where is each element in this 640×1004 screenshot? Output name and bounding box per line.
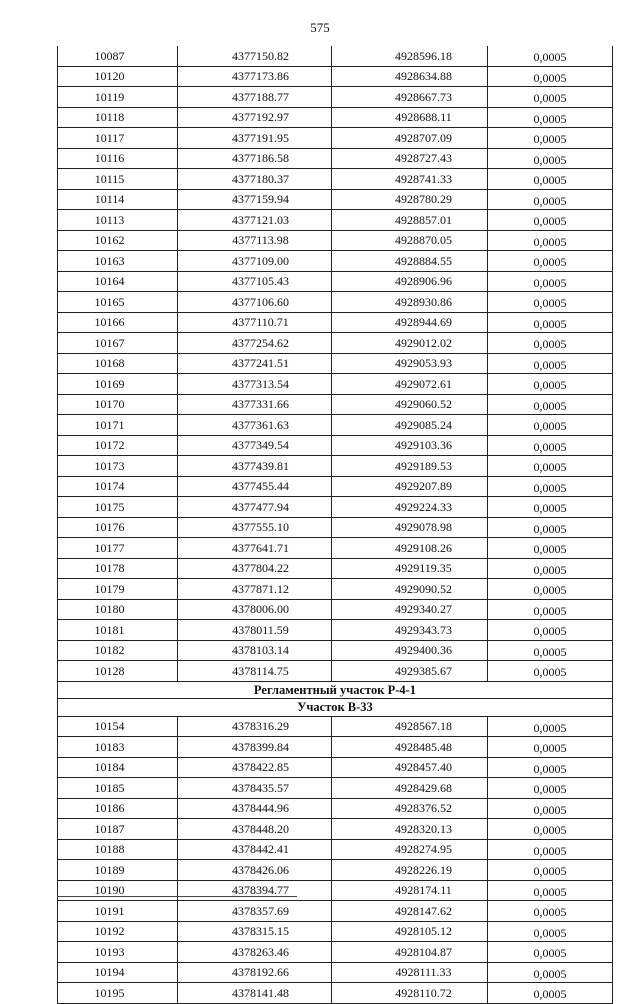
- table-row: [58, 353, 613, 374]
- y-coordinate-cell: 4928930.86: [332, 292, 488, 313]
- tolerance-cell: 0,0005: [488, 819, 613, 840]
- point-number-cell: 10115: [58, 169, 178, 190]
- x-coordinate-cell: 4377186.58: [178, 148, 332, 169]
- x-coordinate-cell: 4377313.54: [178, 374, 332, 395]
- tolerance-cell: 0,0005: [488, 497, 613, 518]
- subsection-heading-row: [58, 699, 613, 717]
- x-coordinate-cell: 4377150.82: [178, 46, 332, 66]
- x-coordinate-cell: 4378357.69: [178, 901, 332, 922]
- table-row: [58, 148, 613, 169]
- bottom-rule: [57, 896, 297, 897]
- tolerance-cell: 0,0005: [488, 517, 613, 538]
- x-coordinate-cell: 4377192.97: [178, 107, 332, 128]
- table-row: [58, 394, 613, 415]
- tolerance-cell: 0,0005: [488, 394, 613, 415]
- point-number-cell: 10172: [58, 435, 178, 456]
- table-row: [58, 497, 613, 518]
- point-number-cell: 10181: [58, 620, 178, 641]
- tolerance-cell: 0,0005: [488, 716, 613, 737]
- x-coordinate-cell: 4377804.22: [178, 558, 332, 579]
- y-coordinate-cell: 4929103.36: [332, 435, 488, 456]
- table-row: [58, 87, 613, 108]
- table-row: [58, 189, 613, 210]
- tolerance-cell: 0,0005: [488, 333, 613, 354]
- point-number-cell: 10193: [58, 942, 178, 963]
- x-coordinate-cell: 4378006.00: [178, 599, 332, 620]
- point-number-cell: 10118: [58, 107, 178, 128]
- y-coordinate-cell: 4928780.29: [332, 189, 488, 210]
- point-number-cell: 10175: [58, 497, 178, 518]
- tolerance-cell: 0,0005: [488, 962, 613, 983]
- coordinates-table-part2: [58, 716, 613, 1003]
- point-number-cell: 10194: [58, 962, 178, 983]
- y-coordinate-cell: 4929224.33: [332, 497, 488, 518]
- y-coordinate-cell: 4929189.53: [332, 456, 488, 477]
- point-number-cell: 10187: [58, 819, 178, 840]
- tolerance-cell: 0,0005: [488, 880, 613, 901]
- tolerance-cell: 0,0005: [488, 839, 613, 860]
- table-row: [58, 983, 613, 1004]
- point-number-cell: 10170: [58, 394, 178, 415]
- point-number-cell: 10195: [58, 983, 178, 1004]
- tolerance-cell: 0,0005: [488, 476, 613, 497]
- tolerance-cell: 0,0005: [488, 435, 613, 456]
- x-coordinate-cell: 4377555.10: [178, 517, 332, 538]
- y-coordinate-cell: 4928320.13: [332, 819, 488, 840]
- tolerance-cell: 0,0005: [488, 271, 613, 292]
- y-coordinate-cell: 4928884.55: [332, 251, 488, 272]
- table-row: [58, 476, 613, 497]
- point-number-cell: 10165: [58, 292, 178, 313]
- x-coordinate-cell: 4378103.14: [178, 640, 332, 661]
- x-coordinate-cell: 4377106.60: [178, 292, 332, 313]
- table-row: [58, 271, 613, 292]
- x-coordinate-cell: 4377331.66: [178, 394, 332, 415]
- x-coordinate-cell: 4377349.54: [178, 435, 332, 456]
- x-coordinate-cell: 4377254.62: [178, 333, 332, 354]
- x-coordinate-cell: 4377113.98: [178, 230, 332, 251]
- point-number-cell: 10192: [58, 921, 178, 942]
- x-coordinate-cell: 4378263.46: [178, 942, 332, 963]
- y-coordinate-cell: 4928667.73: [332, 87, 488, 108]
- tolerance-cell: 0,0005: [488, 251, 613, 272]
- table-row: [58, 210, 613, 231]
- x-coordinate-cell: 4378192.66: [178, 962, 332, 983]
- x-coordinate-cell: 4378394.77: [178, 880, 332, 901]
- point-number-cell: 10162: [58, 230, 178, 251]
- y-coordinate-cell: 4929343.73: [332, 620, 488, 641]
- tolerance-cell: 0,0005: [488, 107, 613, 128]
- table-row: [58, 517, 613, 538]
- x-coordinate-cell: 4377173.86: [178, 66, 332, 87]
- point-number-cell: 10178: [58, 558, 178, 579]
- table-row: [58, 538, 613, 559]
- tolerance-cell: 0,0005: [488, 128, 613, 149]
- coordinates-table: [57, 46, 613, 1004]
- table-row: [58, 456, 613, 477]
- table-row: [58, 839, 613, 860]
- table-row: [58, 737, 613, 758]
- x-coordinate-cell: 4378315.15: [178, 921, 332, 942]
- coordinates-table-part1: [58, 46, 613, 681]
- table-row: [58, 661, 613, 682]
- tolerance-cell: 0,0005: [488, 860, 613, 881]
- x-coordinate-cell: 4378011.59: [178, 620, 332, 641]
- point-number-cell: 10117: [58, 128, 178, 149]
- table-row: [58, 558, 613, 579]
- section-headings: [58, 681, 613, 716]
- y-coordinate-cell: 4928110.72: [332, 983, 488, 1004]
- point-number-cell: 10168: [58, 353, 178, 374]
- tolerance-cell: 0,0005: [488, 599, 613, 620]
- table-row: [58, 778, 613, 799]
- x-coordinate-cell: 4378426.06: [178, 860, 332, 881]
- tolerance-cell: 0,0005: [488, 737, 613, 758]
- y-coordinate-cell: 4928596.18: [332, 46, 488, 66]
- y-coordinate-cell: 4928274.95: [332, 839, 488, 860]
- tolerance-cell: 0,0005: [488, 640, 613, 661]
- y-coordinate-cell: 4929060.52: [332, 394, 488, 415]
- point-number-cell: 10190: [58, 880, 178, 901]
- tolerance-cell: 0,0005: [488, 538, 613, 559]
- tolerance-cell: 0,0005: [488, 312, 613, 333]
- y-coordinate-cell: 4929207.89: [332, 476, 488, 497]
- table-row: [58, 312, 613, 333]
- point-number-cell: 10163: [58, 251, 178, 272]
- x-coordinate-cell: 4378316.29: [178, 716, 332, 737]
- y-coordinate-cell: 4928147.62: [332, 901, 488, 922]
- point-number-cell: 10183: [58, 737, 178, 758]
- x-coordinate-cell: 4377105.43: [178, 271, 332, 292]
- tolerance-cell: 0,0005: [488, 620, 613, 641]
- y-coordinate-cell: 4929072.61: [332, 374, 488, 395]
- point-number-cell: 10154: [58, 716, 178, 737]
- point-number-cell: 10185: [58, 778, 178, 799]
- table-row: [58, 757, 613, 778]
- x-coordinate-cell: 4377159.94: [178, 189, 332, 210]
- y-coordinate-cell: 4929108.26: [332, 538, 488, 559]
- y-coordinate-cell: 4929012.02: [332, 333, 488, 354]
- table-row: [58, 798, 613, 819]
- table-row: [58, 640, 613, 661]
- x-coordinate-cell: 4378141.48: [178, 983, 332, 1004]
- x-coordinate-cell: 4377455.44: [178, 476, 332, 497]
- point-number-cell: 10114: [58, 189, 178, 210]
- x-coordinate-cell: 4378448.20: [178, 819, 332, 840]
- point-number-cell: 10116: [58, 148, 178, 169]
- y-coordinate-cell: 4928457.40: [332, 757, 488, 778]
- x-coordinate-cell: 4378442.41: [178, 839, 332, 860]
- table-row: [58, 128, 613, 149]
- table-row: [58, 620, 613, 641]
- tolerance-cell: 0,0005: [488, 757, 613, 778]
- tolerance-cell: 0,0005: [488, 230, 613, 251]
- point-number-cell: 10191: [58, 901, 178, 922]
- point-number-cell: 10171: [58, 415, 178, 436]
- tolerance-cell: 0,0005: [488, 901, 613, 922]
- tolerance-cell: 0,0005: [488, 456, 613, 477]
- y-coordinate-cell: 4929119.35: [332, 558, 488, 579]
- table-row: [58, 66, 613, 87]
- y-coordinate-cell: 4928906.96: [332, 271, 488, 292]
- x-coordinate-cell: 4378399.84: [178, 737, 332, 758]
- tolerance-cell: 0,0005: [488, 942, 613, 963]
- subsection-heading: Участок В-33: [58, 699, 613, 717]
- point-number-cell: 10087: [58, 46, 178, 66]
- point-number-cell: 10166: [58, 312, 178, 333]
- tolerance-cell: 0,0005: [488, 798, 613, 819]
- tolerance-cell: 0,0005: [488, 374, 613, 395]
- point-number-cell: 10164: [58, 271, 178, 292]
- tolerance-cell: 0,0005: [488, 921, 613, 942]
- x-coordinate-cell: 4377188.77: [178, 87, 332, 108]
- point-number-cell: 10184: [58, 757, 178, 778]
- y-coordinate-cell: 4928634.88: [332, 66, 488, 87]
- x-coordinate-cell: 4378114.75: [178, 661, 332, 682]
- table-row: [58, 230, 613, 251]
- table-row: [58, 819, 613, 840]
- x-coordinate-cell: 4377871.12: [178, 579, 332, 600]
- table-row: [58, 962, 613, 983]
- point-number-cell: 10176: [58, 517, 178, 538]
- tolerance-cell: 0,0005: [488, 169, 613, 190]
- point-number-cell: 10120: [58, 66, 178, 87]
- y-coordinate-cell: 4928105.12: [332, 921, 488, 942]
- y-coordinate-cell: 4928857.01: [332, 210, 488, 231]
- point-number-cell: 10174: [58, 476, 178, 497]
- tolerance-cell: 0,0005: [488, 148, 613, 169]
- tolerance-cell: 0,0005: [488, 579, 613, 600]
- x-coordinate-cell: 4377121.03: [178, 210, 332, 231]
- x-coordinate-cell: 4378444.96: [178, 798, 332, 819]
- tolerance-cell: 0,0005: [488, 210, 613, 231]
- y-coordinate-cell: 4928485.48: [332, 737, 488, 758]
- table-row: [58, 579, 613, 600]
- point-number-cell: 10186: [58, 798, 178, 819]
- tolerance-cell: 0,0005: [488, 983, 613, 1004]
- page-number: 575: [310, 20, 330, 35]
- point-number-cell: 10177: [58, 538, 178, 559]
- y-coordinate-cell: 4928429.68: [332, 778, 488, 799]
- x-coordinate-cell: 4377361.63: [178, 415, 332, 436]
- tolerance-cell: 0,0005: [488, 778, 613, 799]
- table-row: [58, 716, 613, 737]
- table-row: [58, 251, 613, 272]
- y-coordinate-cell: 4928111.33: [332, 962, 488, 983]
- tolerance-cell: 0,0005: [488, 46, 613, 66]
- tolerance-cell: 0,0005: [488, 558, 613, 579]
- point-number-cell: 10128: [58, 661, 178, 682]
- x-coordinate-cell: 4378422.85: [178, 757, 332, 778]
- point-number-cell: 10167: [58, 333, 178, 354]
- tolerance-cell: 0,0005: [488, 66, 613, 87]
- x-coordinate-cell: 4377241.51: [178, 353, 332, 374]
- table-row: [58, 921, 613, 942]
- point-number-cell: 10173: [58, 456, 178, 477]
- point-number-cell: 10189: [58, 860, 178, 881]
- y-coordinate-cell: 4928870.05: [332, 230, 488, 251]
- y-coordinate-cell: 4929078.98: [332, 517, 488, 538]
- y-coordinate-cell: 4928104.87: [332, 942, 488, 963]
- table-row: [58, 435, 613, 456]
- y-coordinate-cell: 4929090.52: [332, 579, 488, 600]
- y-coordinate-cell: 4928727.43: [332, 148, 488, 169]
- table-row: [58, 599, 613, 620]
- point-number-cell: 10179: [58, 579, 178, 600]
- x-coordinate-cell: 4377110.71: [178, 312, 332, 333]
- point-number-cell: 10188: [58, 839, 178, 860]
- section-heading: Регламентный участок Р-4-1: [58, 681, 613, 699]
- y-coordinate-cell: 4929053.93: [332, 353, 488, 374]
- y-coordinate-cell: 4928707.09: [332, 128, 488, 149]
- x-coordinate-cell: 4377180.37: [178, 169, 332, 190]
- table-row: [58, 333, 613, 354]
- tolerance-cell: 0,0005: [488, 292, 613, 313]
- y-coordinate-cell: 4929400.36: [332, 640, 488, 661]
- y-coordinate-cell: 4928226.19: [332, 860, 488, 881]
- table-row: [58, 880, 613, 901]
- x-coordinate-cell: 4377439.81: [178, 456, 332, 477]
- y-coordinate-cell: 4928741.33: [332, 169, 488, 190]
- x-coordinate-cell: 4377477.94: [178, 497, 332, 518]
- table-row: [58, 107, 613, 128]
- table-row: [58, 942, 613, 963]
- table-row: [58, 46, 613, 66]
- x-coordinate-cell: 4377109.00: [178, 251, 332, 272]
- section-heading-row: [58, 681, 613, 699]
- y-coordinate-cell: 4929340.27: [332, 599, 488, 620]
- y-coordinate-cell: 4929085.24: [332, 415, 488, 436]
- tolerance-cell: 0,0005: [488, 353, 613, 374]
- x-coordinate-cell: 4377641.71: [178, 538, 332, 559]
- y-coordinate-cell: 4928376.52: [332, 798, 488, 819]
- x-coordinate-cell: 4378435.57: [178, 778, 332, 799]
- table-row: [58, 169, 613, 190]
- tolerance-cell: 0,0005: [488, 189, 613, 210]
- tolerance-cell: 0,0005: [488, 661, 613, 682]
- point-number-cell: 10113: [58, 210, 178, 231]
- y-coordinate-cell: 4928688.11: [332, 107, 488, 128]
- y-coordinate-cell: 4928944.69: [332, 312, 488, 333]
- point-number-cell: 10180: [58, 599, 178, 620]
- y-coordinate-cell: 4929385.67: [332, 661, 488, 682]
- y-coordinate-cell: 4928174.11: [332, 880, 488, 901]
- point-number-cell: 10119: [58, 87, 178, 108]
- table-row: [58, 292, 613, 313]
- y-coordinate-cell: 4928567.18: [332, 716, 488, 737]
- table-row: [58, 860, 613, 881]
- point-number-cell: 10182: [58, 640, 178, 661]
- tolerance-cell: 0,0005: [488, 415, 613, 436]
- point-number-cell: 10169: [58, 374, 178, 395]
- table-row: [58, 374, 613, 395]
- x-coordinate-cell: 4377191.95: [178, 128, 332, 149]
- tolerance-cell: 0,0005: [488, 87, 613, 108]
- table-row: [58, 415, 613, 436]
